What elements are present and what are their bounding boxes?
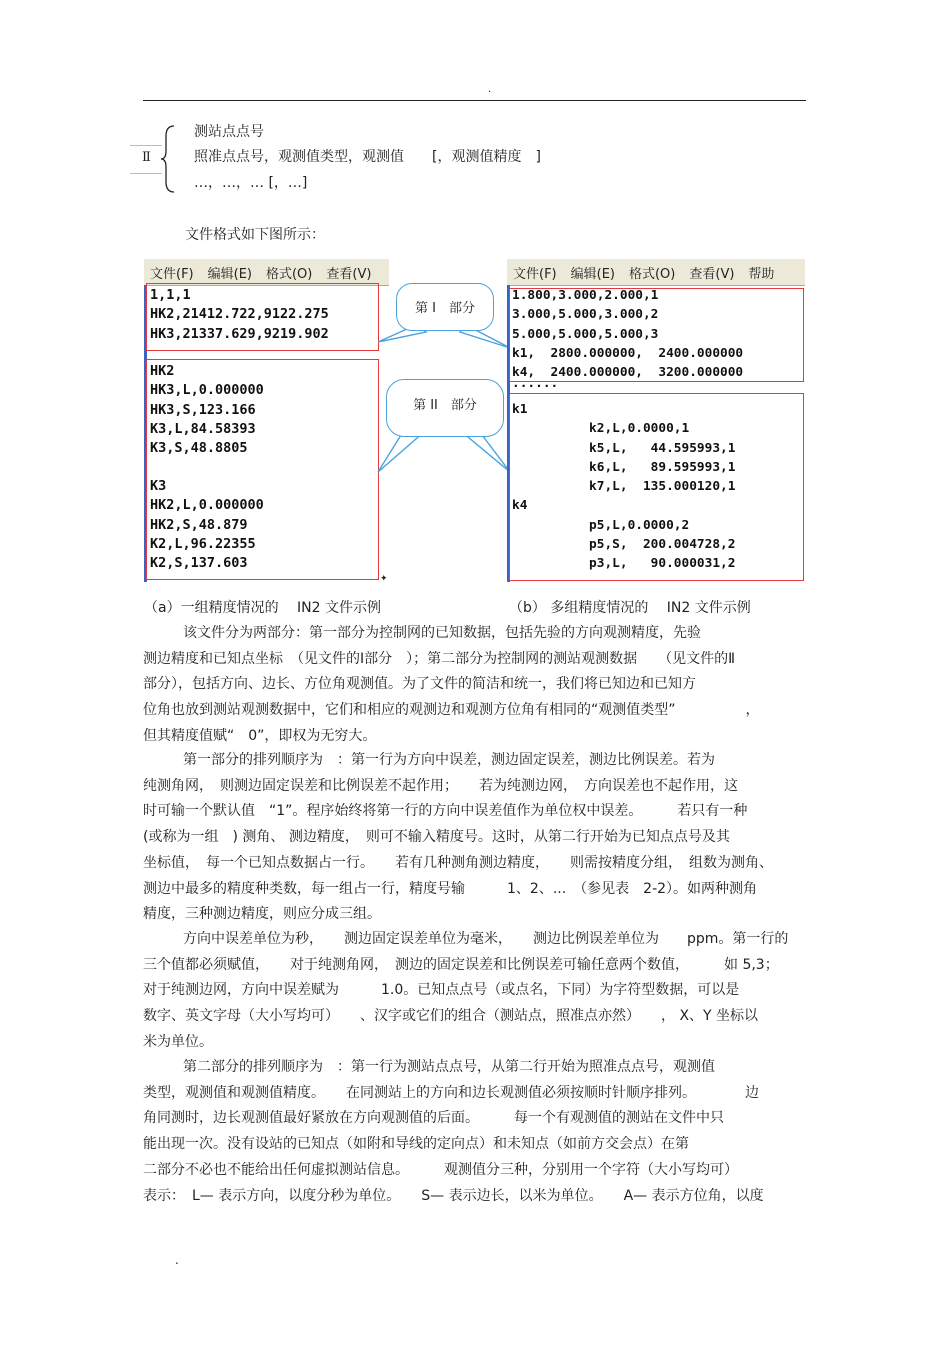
footer-dot: .: [175, 1253, 179, 1267]
callout-part2: [386, 379, 504, 437]
text-line: 表示： L— 表示方向，以度分秒为单位。 S— 表示边长，以米为单位。 A— 表示方位角，以度: [143, 1187, 764, 1204]
text-line: 二部分不必也不能给出任何虚拟测站信息。 观测值分三种，分别用一个字符（大小写均可）: [143, 1161, 738, 1178]
text-line: 精度，三种测边精度，则应分成三组。: [143, 906, 381, 923]
screenshot-b: [507, 259, 805, 582]
text-line: 类型，观测值和观测值精度。 在同测站上的方向和边长观测值必须按顺时针顺序排列。 边: [143, 1084, 759, 1101]
text-line: 但其精度值赋“ 0”，即权为无穷大。: [143, 727, 377, 744]
text-line: 时可输一个默认值 “1”。程序始终将第一行的方向中误差值作为单位权中误差。 若只有一种: [143, 803, 748, 820]
code-part2: k1 k2,L,0.0000,1 k5,L, 44.595993,1 k6,L, 89.595993,1 k7,L, 135.000120,1 k4 p5,L,0.0000,2 p5,S, 200.004728,2 p3,L, 90.000031,2: [512, 402, 736, 572]
paragraph-2: [143, 748, 823, 928]
menu-file: 文件(F): [150, 266, 194, 282]
text-line: 第二部分的排列顺序为 ：第一行为测站点点号，从第二行开始为照准点点号，观测值: [183, 1059, 715, 1075]
screenshot-a: [144, 259, 389, 582]
section-roman-numeral: Ⅱ: [142, 150, 151, 165]
menu-format: 格式(O): [628, 266, 676, 282]
callout-part2-label: 第 II 部分: [413, 398, 477, 413]
header-rule: [143, 100, 806, 101]
text-line: 部分），包括方向、边长、方位角观测值。为了文件的简洁和统一，我们将已知边和已知方: [143, 676, 696, 693]
header-dot: .: [488, 84, 492, 95]
caption-a: （a）一组精度情况的 IN2 文件示例: [144, 600, 381, 616]
menu-bar: [507, 259, 805, 286]
menu-view: 查看(V): [689, 266, 735, 282]
paragraph-3: [143, 927, 823, 1056]
code-part2-station2: K3 HK2,L,0.000000 HK2,S,48.879 K2,L,96.22355 K2,S,137.603: [150, 478, 264, 572]
text-line: 三个值都必须赋值， 对于纯测角网， 测边的固定误差和比例误差可输任意两个数值， 如 5,3；: [143, 956, 779, 973]
menu-edit: 编辑(E): [570, 266, 615, 282]
callout-part1: [396, 283, 494, 331]
structure-line-3: …，…，… [，…]: [194, 175, 308, 191]
text-line: 测边精度和已知点坐标 （见文件的Ⅰ部分 ）；第二部分为控制网的测站观测数据 （见文件的Ⅱ: [143, 650, 736, 667]
structure-line-1: 测站点点号: [194, 124, 264, 140]
text-line: 数字、英文字母（大小写均可） 、汉字或它们的组合（测站点，照准点亦然） ， X、Y 坐标以: [143, 1008, 759, 1025]
paragraph-1: [143, 621, 823, 750]
cursor-mark: ✦: [380, 574, 388, 584]
menu-file: 文件(F): [513, 266, 557, 282]
structure-line-2: 照准点点号，观测值类型，观测值 [，观测值精度 ]: [194, 149, 541, 165]
text-line: 米为单位。: [143, 1033, 213, 1050]
code-part1: 1,1,1 HK2,21412.722,9122.275 HK3,21337.629,9219.902: [150, 287, 329, 342]
code-part2-station1: HK2 HK3,L,0.000000 HK3,S,123.166 K3,L,84.58393 K3,S,48.8805: [150, 363, 264, 457]
callout-part1-label: 第 I 部分: [415, 301, 475, 316]
text-line: 测边中最多的精度种类数，每一组占一行，精度号输 1、2、... （参见表 2-2）。如两种测角: [143, 880, 758, 897]
menu-help: 帮助: [748, 266, 775, 282]
figure-intro: 文件格式如下图所示：: [185, 227, 325, 243]
menu-edit: 编辑(E): [207, 266, 252, 282]
text-line: 该文件分为两部分：第一部分为控制网的已知数据，包括先验的方向观测精度，先验: [183, 625, 701, 641]
curly-brace-icon: [160, 124, 176, 194]
text-line: 第一部分的排列顺序为 ：第一行为方向中误差，测边固定误差，测边比例误差。若为: [183, 752, 715, 768]
text-line: 方向中误差单位为秒， 测边固定误差单位为毫米， 测边比例误差单位为 ppm。第一行的: [183, 931, 789, 947]
text-line: (或称为一组 ) 测角、 测边精度， 则可不输入精度号。这时，从第二行开始为已知点点号及其: [143, 829, 730, 846]
menu-format: 格式(O): [265, 266, 313, 282]
text-line: 坐标值， 每一个已知点数据占一行。 若有几种测角测边精度， 则需按精度分组， 组数为测角、: [143, 854, 773, 871]
code-part1: 1.800,3.000,2.000,1 3.000,5.000,3.000,2 5.000,5.000,5.000,3 k1, 2800.000000, 2400.000000 k4, 2400.000000, 3200.000000: [512, 288, 744, 381]
text-line: 能出现一次。没有设站的已知点（如附和导线的定向点）和未知点（如前方交会点）在第: [143, 1136, 689, 1153]
text-line: 对于纯测边网，方向中误差赋为 1.0。已知点点号（或点名，下同）为字符型数据，可以是: [143, 982, 740, 999]
divider: [130, 173, 162, 174]
divider: [130, 145, 162, 146]
paragraph-4: [143, 1055, 823, 1209]
text-line: 纯测角网， 则测边固定误差和比例误差不起作用； 若为纯测边网， 方向误差也不起作用，这: [143, 777, 738, 794]
menu-view: 查看(V): [326, 266, 372, 282]
code-ellipsis: ......: [512, 376, 559, 391]
menu-bar: [144, 259, 389, 286]
caption-b: （b） 多组精度情况的 IN2 文件示例: [509, 600, 751, 616]
text-line: 角同测时，边长观测值最好紧放在方向观测值的后面。 每一个有观测值的测站在文件中只: [143, 1110, 724, 1127]
text-line: 位角也放到测站观测数据中，它们和相应的观测边和观测方位角有相同的“观测值类型” ，: [143, 702, 760, 719]
